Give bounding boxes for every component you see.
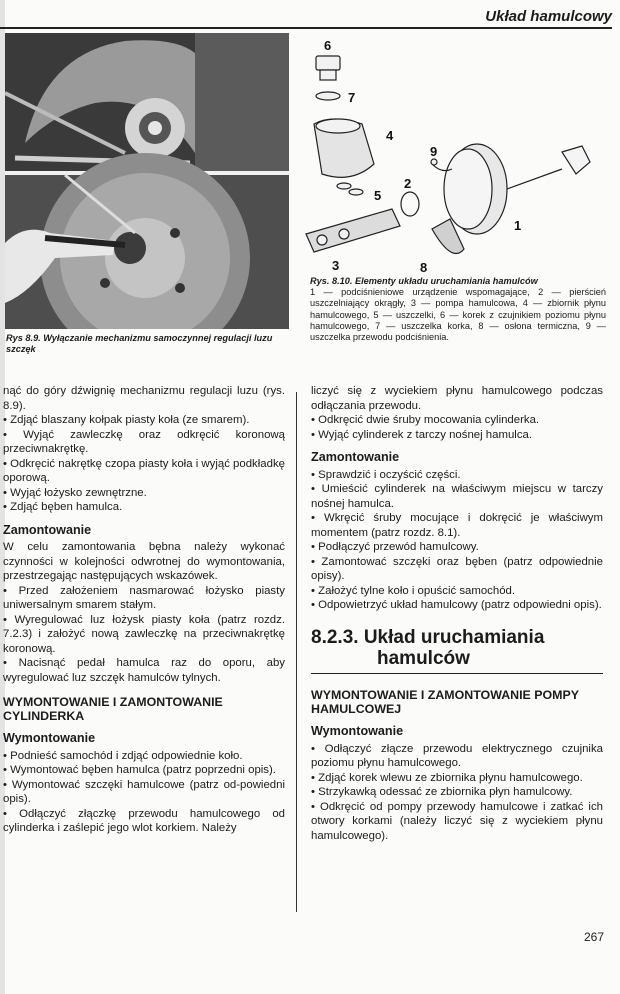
column-divider	[296, 392, 297, 912]
text-line: • Podnieść samochód i zdjąć odpowiednie koło.	[3, 749, 243, 762]
text-line: • Wyjąć zawleczkę oraz odkręcić koronową przeciwnakrętkę.	[3, 428, 285, 455]
left-text-column	[3, 384, 285, 836]
text-line: W celu zamontowania bębna należy wykonać czynności w kolejności odwrotnej do wymontowania, przestrzegając następujących wskazówek.	[3, 541, 285, 582]
text-line: • Podłączyć przewód hamulcowy.	[311, 541, 479, 553]
text-line: • Odkręcić nakrętkę czopa piasty koła i wyjąć podkładkę oporową.	[3, 457, 285, 484]
figure-8-10-legend: 1 — podciśnieniowe urządzenie wspomagające, 2 — pierścień uszczelniający okrągły, 3 — pompa hamulcowa, 4 — zbiornik płynu hamulcowego, 5 — uszczelki, 6 — korek z czujnikiem poziomu płynu hamulcowego, 7 — uszczelka korka, 8 — osłona termiczna, 9 — uszczelka przewodu podciśnienia.	[310, 287, 606, 343]
brake-actuation-exploded-view	[292, 34, 612, 276]
label-7: 7	[348, 90, 356, 105]
label-5: 5	[374, 188, 382, 203]
figure-8-9-caption-title: Rys 8.9. Wyłączanie mechanizmu samoczynnej regulacji luzu szczęk	[6, 333, 273, 355]
page-number: 267	[583, 930, 604, 944]
label-2: 2	[404, 176, 412, 191]
text-line: • Odkręcić dwie śruby mocowania cylinderka.	[311, 414, 540, 426]
label-1: 1	[514, 218, 522, 233]
text-line: • Odłączyć złącze przewodu elektrycznego czujnika poziomu płynu hamulcowego.	[311, 742, 603, 769]
section-heading-cylinderek: WYMONTOWANIE I ZAMONTOWANIE CYLINDERKA	[3, 695, 223, 723]
brake-drum-photo-illustration	[5, 33, 289, 329]
subheading-wymontowanie: Wymontowanie	[311, 724, 404, 738]
section-title-8-2-3	[311, 627, 603, 669]
text-line: • Przed założeniem nasmarować łożysko piasty uniwersalnym smarem stałym.	[3, 584, 285, 611]
section-rule	[311, 673, 603, 675]
text-line: nąć do góry dźwignię mechanizmu regulacji luzu (rys. 8.9).	[3, 385, 285, 412]
text-line: • Sprawdzić i oczyścić części.	[311, 468, 461, 481]
text-line: • Odłączyć złączkę przewodu hamulcowego od cylinderka i zaślepić jego wlot korkiem. Należy	[3, 807, 285, 834]
subheading-zamontowanie: Zamontowanie	[311, 450, 400, 464]
text-line: • Wyjąć cylinderek z tarczy nośnej hamulca.	[311, 428, 533, 441]
label-9: 9	[430, 144, 438, 159]
running-header: Układ hamulcowy	[485, 8, 612, 25]
section-title-line-1: Układ uruchamiania	[363, 626, 545, 648]
section-title-line-2: hamulców	[377, 647, 470, 669]
label-8: 8	[420, 260, 428, 275]
section-number: 8.2.3.	[311, 626, 359, 648]
text-line: • Założyć tylne koło i opuścić samochód.	[311, 584, 516, 597]
text-line: • Zdjąć korek wlewu ze zbiornika płynu hamulcowego.	[311, 771, 583, 784]
text-line: • Nacisnąć pedał hamulca raz do oporu, aby wyregulować luz szczęk hamulców tylnych.	[3, 657, 285, 684]
text-line: • Zdjąć bęben hamulca.	[3, 501, 123, 513]
label-6: 6	[324, 38, 332, 53]
text-line: • Zamontować szczęki oraz bęben (patrz odpowiednie opisy).	[311, 555, 603, 582]
text-line: liczyć się z wyciekiem płynu hamulcowego podczas odłączania przewodu.	[311, 385, 603, 412]
header-rule	[0, 27, 612, 29]
figure-8-10-diagram	[292, 34, 612, 276]
text-line: • Umieścić cylinderek na właściwym miejscu w tarczy nośnej hamulca.	[311, 483, 603, 510]
subheading-zamontowanie: Zamontowanie	[3, 522, 92, 537]
figure-8-9-caption	[6, 333, 288, 355]
text-line: • Wyregulować luz łożysk piasty koła (patrz rozdz. 7.2.3) i założyć nową zawleczkę na przeciwnakrętkę koronową.	[3, 613, 285, 655]
label-3: 3	[332, 258, 340, 273]
subheading-wymontowanie: Wymontowanie	[3, 731, 96, 745]
label-4: 4	[386, 128, 394, 143]
text-line: • Strzykawką odessać ze zbiornika płyn hamulcowy.	[311, 786, 573, 798]
text-line: • Wymontować bęben hamulca (patrz poprzedni opis).	[3, 764, 276, 776]
text-line: • Odkręcić od pompy przewody hamulcowe i zatkać ich otwory korkami (należy liczyć się z wyciekiem płynu hamulcowego).	[311, 800, 603, 842]
figure-8-10-caption-title: Rys. 8.10. Elementy układu uruchamiania hamulców	[310, 276, 538, 286]
figure-8-10-caption	[310, 276, 606, 343]
right-text-column	[311, 384, 603, 843]
text-line: • Wymontować szczęki hamulcowe (patrz od-powiedni opis).	[3, 778, 285, 805]
figure-8-9-photo	[5, 33, 289, 329]
section-heading-pompa: WYMONTOWANIE I ZAMONTOWANIE POMPY HAMULCOWEJ	[311, 688, 579, 716]
text-line: • Wkręcić śruby mocujące i dokręcić je właściwym momentem (patrz rozdz. 8.1).	[311, 512, 603, 539]
text-line: • Odpowietrzyć układ hamulcowy (patrz odpowiedni opis).	[311, 599, 602, 611]
text-line: • Zdjąć blaszany kołpak piasty koła (ze smarem).	[3, 414, 250, 426]
text-line: • Wyjąć łożysko zewnętrzne.	[3, 486, 147, 499]
